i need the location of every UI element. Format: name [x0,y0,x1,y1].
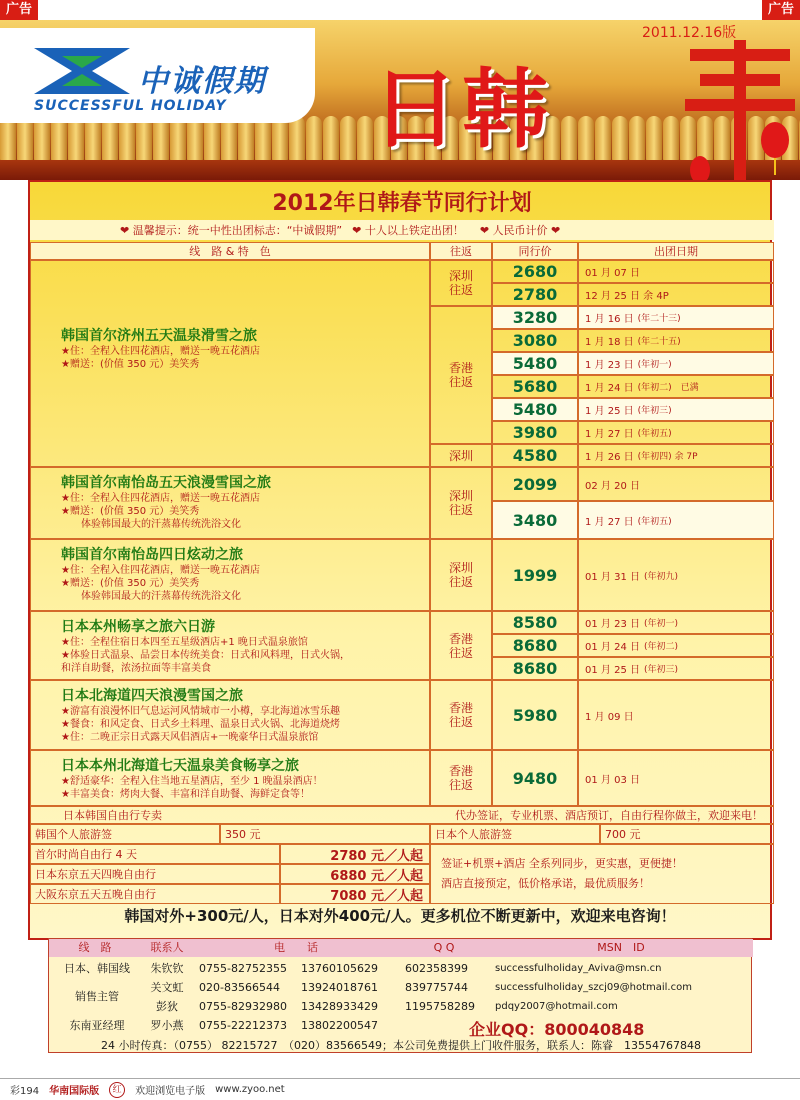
header-date: 出团日期 [578,242,774,260]
date-note: (年初一) [637,360,672,370]
date-text: 01 月 23 日 [585,619,640,630]
price-cell: 3980 [492,421,578,444]
itinerary-panel [28,180,772,940]
date-text: 1 月 26 日 [585,452,634,463]
contact-line: 东南亚经理 [69,1019,125,1032]
price-cell: 8580 [492,611,578,634]
date-text: 02 月 20 日 [585,480,640,492]
contact-qq: 602358399 [405,962,468,975]
date-note: (年初五) [637,429,672,439]
price-cell: 3480 [492,501,578,539]
footer-site-link[interactable]: www.zyoo.net [215,1084,285,1095]
contact-header-phone: 电 话 [193,939,399,957]
departure-city: 深圳 [430,444,492,467]
price-cell: 9480 [492,750,578,806]
contact-mobile: 13428933429 [301,1000,378,1013]
contact-header-line: 线 路 [49,939,141,957]
contact-phone: 0755-82752355 [199,962,287,975]
date-note: (年初三) [637,406,672,416]
departure-date [578,306,774,329]
route-feature: ★住：全程入住四花酒店，赠送一晚五花酒店 [61,565,260,576]
roof-tile [663,116,679,162]
free-package-name: 大阪东京五天五晚自由行 [30,884,280,904]
departure-date [578,634,774,657]
jp-visa-label: 日本个人旅游签 [430,824,600,844]
date-text: 1 月 16 日 [585,314,634,325]
footer-page: 彩194 [10,1086,40,1097]
price-cell: 5480 [492,398,578,421]
free-package-name: 日本东京五天四晚自由行 [30,864,280,884]
contact-phone: 0755-82932980 [199,1000,287,1013]
footer-edition: 华南国际版 [49,1086,100,1097]
logo [0,28,315,123]
departure-date [578,467,774,501]
logo-text-en: SUCCESSFUL HOLIDAY [34,98,227,114]
contact-header-msn: MSN ID [489,939,753,957]
roof-tile [357,116,373,162]
contact-line: 销售主管 [75,990,119,1003]
route-feature: ★住：全程入住四花酒店，赠送一晚五花酒店 [61,346,260,357]
contact-msn[interactable]: successfulholiday_szcj09@hotmail.com [495,982,692,993]
date-text: 1 月 24 日 [585,383,634,394]
departure-city: 深圳 往返 [430,260,492,306]
route-cell [30,467,430,539]
price-cell: 4580 [492,444,578,467]
price-cell: 2780 [492,283,578,306]
date-text: 1 月 09 日 [585,711,634,723]
route-feature: 和洋自助餐，浓汤拉面等丰富美食 [61,663,211,674]
date-note: (年二十五) [637,337,681,347]
route-cell [30,260,430,467]
price-cell: 2680 [492,260,578,283]
corporate-qq: 企业QQ：800040848 [469,1020,645,1039]
contact-msn[interactable]: successfulholiday_Aviva@msn.cn [495,963,662,974]
departure-city: 香港 往返 [430,680,492,750]
free-travel-header [30,806,774,824]
contact-person: 朱钦钦 [150,962,184,975]
promo-line: 签证+机票+酒店 全系列同步，更实惠，更便捷！ [441,857,683,870]
route-feature: ★住：全程入住四花酒店，赠送一晚五花酒店 [61,493,260,504]
header-direction: 往返 [430,242,492,260]
lantern-decoration-icon [680,35,800,180]
contact-qq: 1195758289 [405,1000,475,1013]
big-title: 日韩 [372,59,552,160]
route-feature: ★住：二晚正宗日式露天风侣酒店+一晚豪华日式温泉旅馆 [61,732,319,743]
date-text: 1 月 25 日 [585,406,634,417]
free-travel-service: 代办签证，专业机票、酒店预订，自由行程你做主，欢迎来电！ [455,809,763,822]
route-feature: ★赠送：(价值 350 元）美笑秀 [61,506,200,517]
tip-3: ❤ 人民币计价 ❤ [479,224,561,237]
hero-banner [0,20,800,180]
jp-visa-price: 700 元 [600,824,774,844]
departure-date [578,375,774,398]
ad-label-right: 广告 [762,0,800,20]
route-name: 韩国首尔济州五天温泉滑雪之旅 [61,328,257,344]
logo-emblem-icon [32,46,132,96]
date-text: 01 月 24 日 [585,642,640,653]
roof-tile [595,116,611,162]
departure-city: 香港 往返 [430,750,492,806]
ad-label-left: 广告 [0,0,38,20]
date-note: (年初三) [644,665,679,675]
price-cell: 8680 [492,634,578,657]
route-feature: ★舒适豪华：全程入住当地五星酒店，至少 1 晚温泉酒店！ [61,776,323,787]
date-text: 12 月 25 日 余 4P [585,291,669,302]
departure-date [578,283,774,306]
roof-tile [561,116,577,162]
date-note: (年初四) 余 7P [637,452,698,462]
departure-date [578,444,774,467]
kr-visa-price: 350 元 [220,824,430,844]
date-text: 01 月 31 日 [585,571,640,583]
roof-tile [306,116,322,162]
contact-person: 罗小燕 [150,1019,184,1032]
free-promo [430,844,774,904]
tip-1: ❤ 温馨提示：统一中性出团标志：“中诚假期” [120,224,343,237]
price-cell: 2099 [492,467,578,501]
route-cell [30,680,430,750]
date-text: 1 月 27 日 [585,516,634,528]
contact-phone: 020-83566544 [199,981,280,994]
departure-date [578,657,774,680]
route-name: 日本本州畅享之旅六日游 [61,619,215,635]
route-name: 日本北海道四天浪漫雪国之旅 [61,688,243,704]
departure-date [578,329,774,352]
route-cell [30,539,430,611]
header-route: 线 路 & 特 色 [30,242,430,260]
route-feature: 体验韩国最大的汗蒸幕传统洗浴文化 [61,519,241,530]
tip-2: ❤ 十人以上铁定出团！ [352,224,464,237]
route-feature: ★赠送：(价值 350 元）美笑秀 [61,359,200,370]
free-package-price: 7080 元／人起 [280,884,430,904]
date-text: 01 月 25 日 [585,665,640,676]
edition-date: 2011.12.16版 [642,25,737,41]
free-package-name: 首尔时尚自由行 4 天 [30,844,280,864]
date-text: 01 月 03 日 [585,774,640,786]
roof-tile [340,116,356,162]
departure-date [578,539,774,611]
date-text: 1 月 18 日 [585,337,634,348]
footer-red-badge: 红 [109,1082,125,1098]
footer-browse: 欢迎浏览电子版 [135,1086,206,1097]
date-note: (年初二) 已满 [637,383,699,393]
price-cell: 5680 [492,375,578,398]
free-package-price: 6880 元／人起 [280,864,430,884]
price-cell: 3080 [492,329,578,352]
promo-line: 酒店直接预定，低价格承诺，最优质服务！ [441,877,650,890]
fax-line: 24 小时传真：（0755） 82215727 （020）83566549；本公司免费提供上门收件服务，联系人：陈睿 13554767848 [101,1039,701,1052]
date-note: (年初九) [644,571,679,582]
contact-header-qq: Q Q [399,939,489,957]
route-name: 韩国首尔南怡岛五天浪漫雪国之旅 [61,475,271,491]
tip-row [30,220,774,240]
route-feature: ★游富有浪漫怀旧气息运河风情城市一小樽，享北海道冰雪乐趣 [61,706,340,717]
departure-city: 香港 往返 [430,306,492,444]
contact-mobile: 13760105629 [301,962,378,975]
header-price: 同行价 [492,242,578,260]
contact-header-person: 联系人 [141,939,193,957]
price-cell: 5980 [492,680,578,750]
route-feature: 体验韩国最大的汗蒸幕传统洗浴文化 [61,591,241,602]
contact-phone: 0755-22212373 [199,1019,287,1032]
departure-date [578,611,774,634]
contact-table [48,938,752,1053]
route-feature: ★餐食：和风定食、日式乡土料理、温泉日式火锅、北海道烧烤 [61,719,340,730]
departure-date [578,680,774,750]
free-travel-title: 日本韩国自由行专卖 [63,809,162,822]
contact-person: 彭狄 [156,1000,178,1013]
date-note: (年初一) [644,619,679,629]
bottom-note: 韩国对外+300元/人，日本对外400元/人。更多机位不断更新中，欢迎来电咨询！ [124,907,676,925]
roof-tile [323,116,339,162]
departure-date [578,398,774,421]
contact-mobile: 13802200547 [301,1019,378,1032]
contact-mobile: 13924018761 [301,981,378,994]
route-feature: ★体验日式温泉、品尝日本传统美食：日式和风料理，日式火锅， [61,650,350,661]
price-cell: 8680 [492,657,578,680]
date-text: 1 月 23 日 [585,360,634,371]
route-cell [30,750,430,806]
route-feature: ★住：全程住宿日本四至五星级酒店+1 晚日式温泉旅馆 [61,637,308,648]
contact-qq: 839775744 [405,981,468,994]
route-name: 日本本州北海道七天温泉美食畅享之旅 [61,758,299,774]
date-note: (年初五) [637,516,672,527]
departure-date [578,260,774,283]
date-text: 01 月 07 日 [585,268,640,279]
departure-date [578,421,774,444]
roof-tile [289,116,305,162]
departure-city: 深圳 往返 [430,467,492,539]
logo-text-cn: 中诚假期 [138,64,266,99]
date-note: (年二十三) [637,314,681,324]
route-name: 韩国首尔南怡岛四日炫动之旅 [61,547,243,563]
free-package-price: 2780 元／人起 [280,844,430,864]
departure-date [578,501,774,539]
contact-line: 日本、韩国线 [64,962,130,975]
departure-date [578,750,774,806]
roof-tile [612,116,628,162]
contact-msn[interactable]: pdqy2007@hotmail.com [495,1001,618,1012]
departure-city: 香港 往返 [430,611,492,680]
price-cell: 5480 [492,352,578,375]
route-feature: ★赠送：(价值 350 元）美笑秀 [61,578,200,589]
contact-person: 关文虹 [150,981,184,994]
departure-city: 深圳 往返 [430,539,492,611]
price-cell: 3280 [492,306,578,329]
roof-tile [629,116,645,162]
route-cell [30,611,430,680]
price-cell: 1999 [492,539,578,611]
roof-tile [646,116,662,162]
date-text: 1 月 27 日 [585,429,634,440]
roof-tile [578,116,594,162]
kr-visa-label: 韩国个人旅游签 [30,824,220,844]
date-note: (年初二) [644,642,679,652]
departure-date [578,352,774,375]
route-feature: ★丰富美食：烤肉大餐、丰富和洋自助餐、海鲜定食等！ [61,789,310,800]
page-footer [0,1078,800,1100]
plan-title: 2012年日韩春节同行计划 [272,191,532,216]
